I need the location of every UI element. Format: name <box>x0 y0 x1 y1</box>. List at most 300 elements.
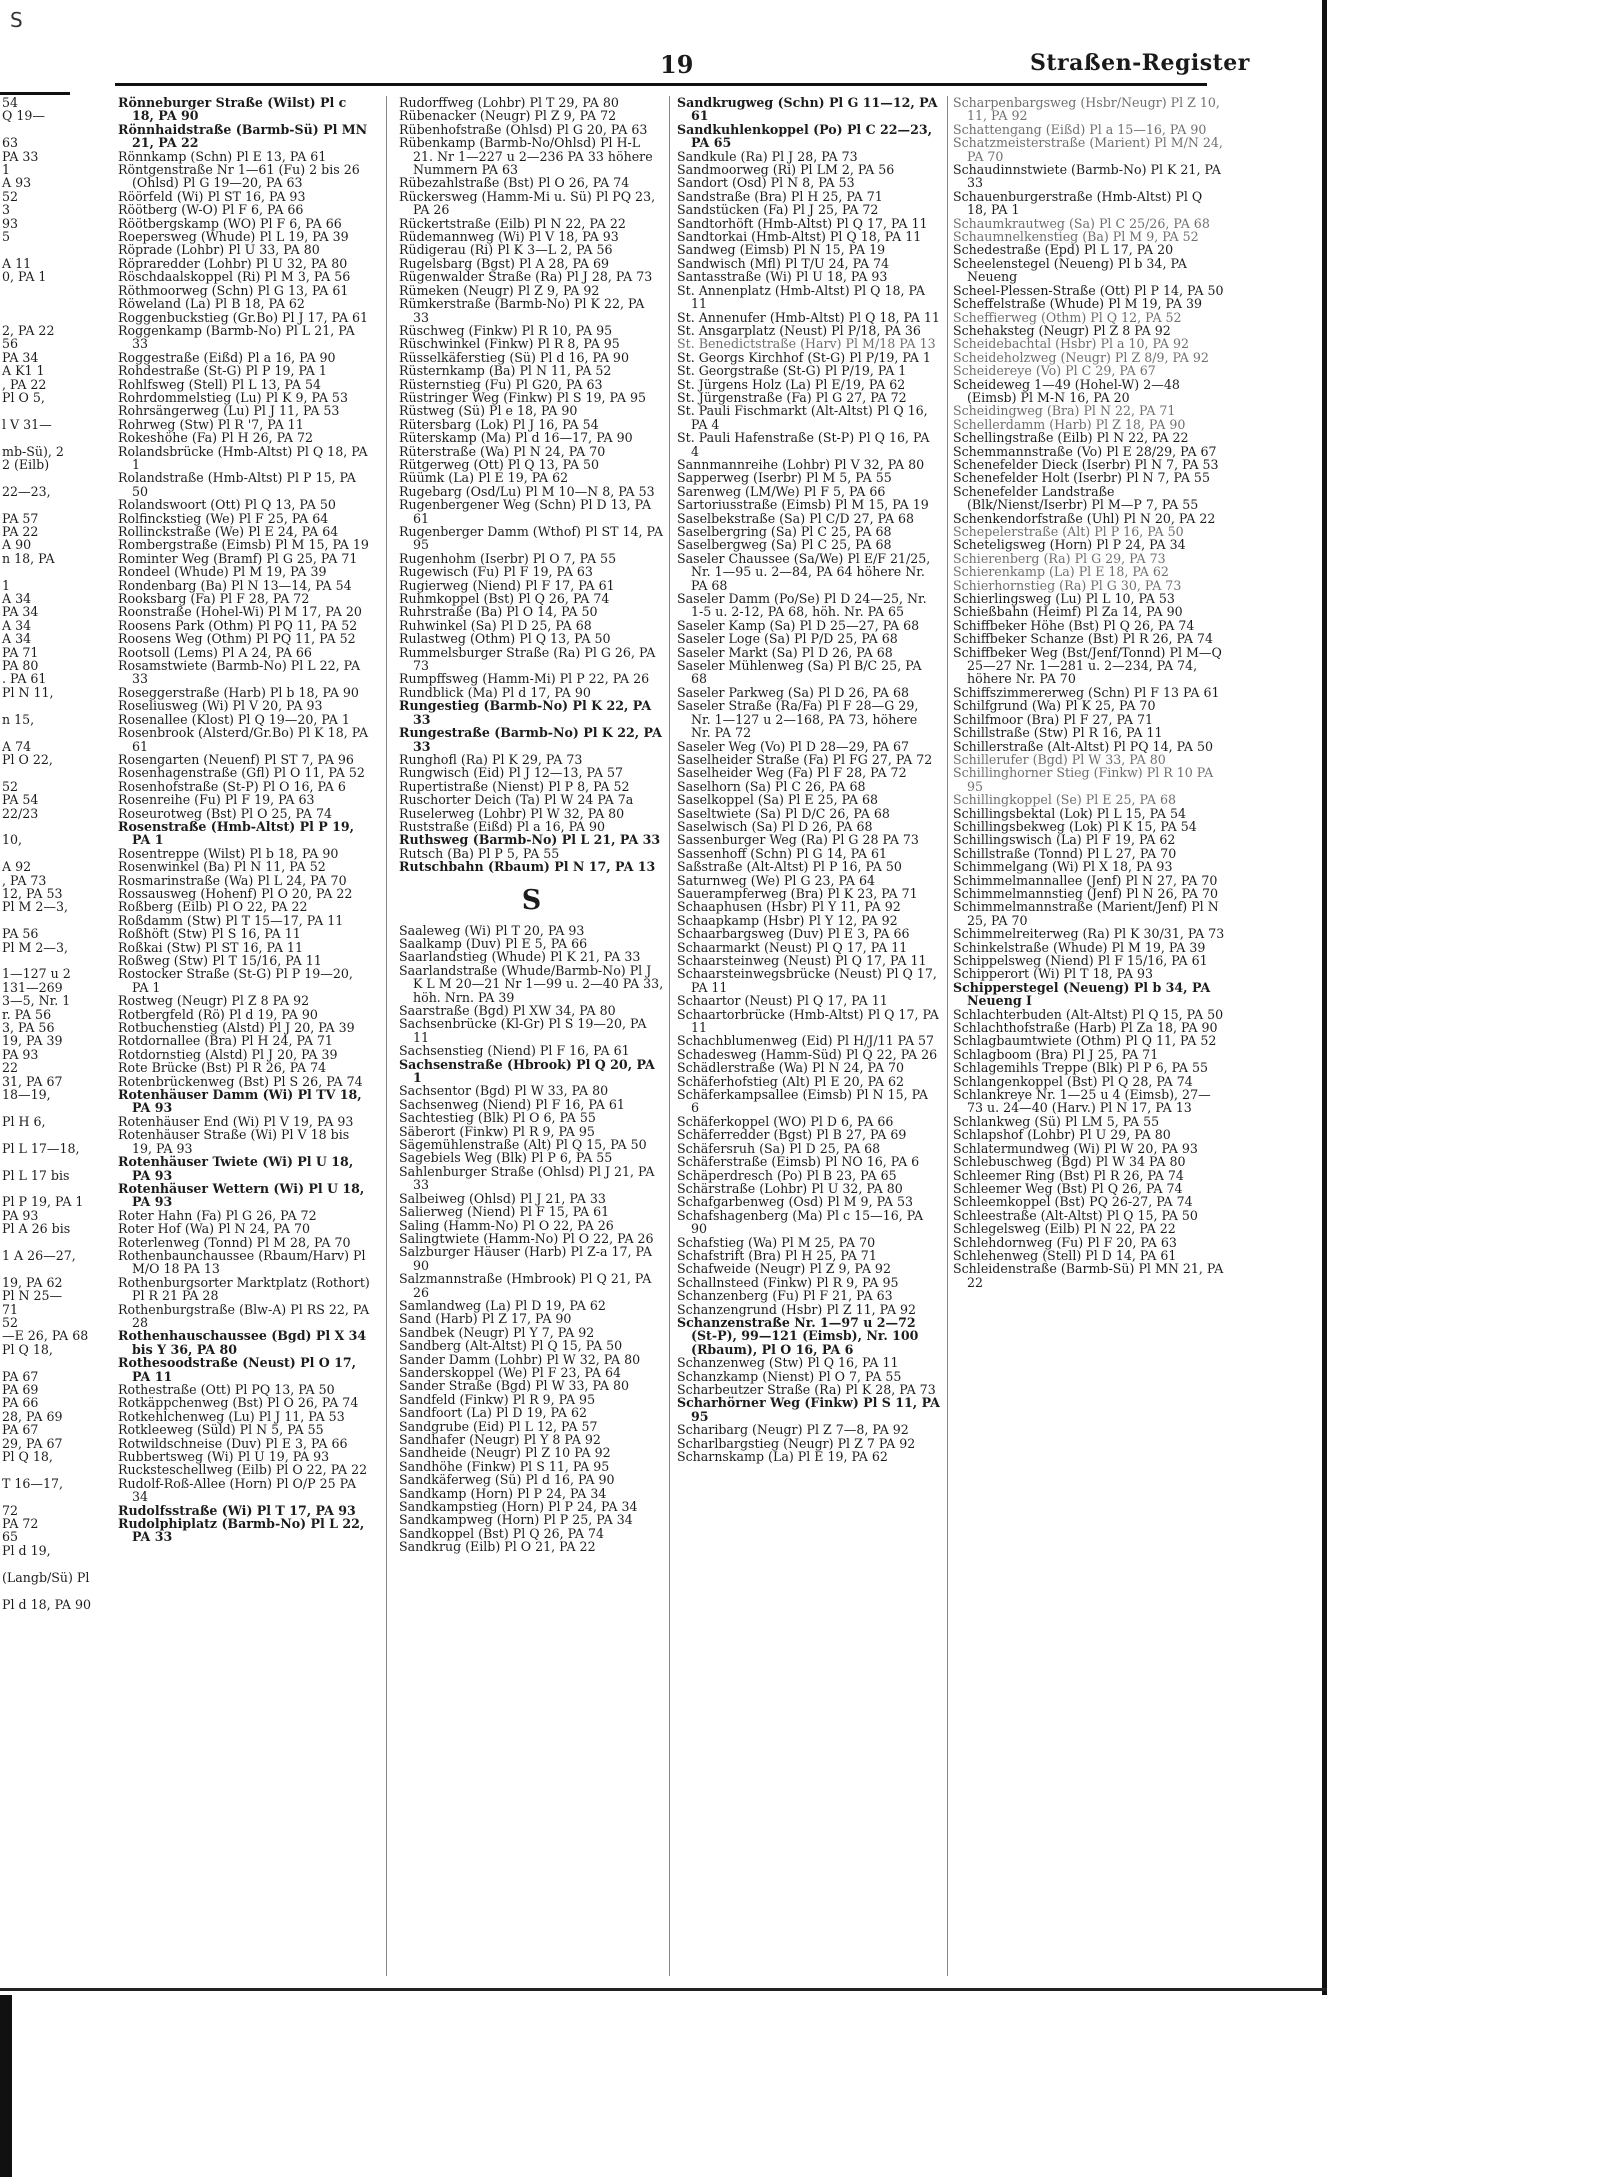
street-entry: Schillerufer (Bgd) Pl W 33, PA 80 <box>953 751 1166 767</box>
street-entry: Saseler Parkweg (Sa) Pl D 26, PA 68 <box>677 684 909 700</box>
edge-fragment: Pl A 26 bis <box>2 1221 71 1237</box>
street-entry: Rumpffsweg (Hamm-Mi) Pl P 22, PA 26 <box>399 671 650 687</box>
street-entry: Rohlfsweg (Stell) Pl L 13, PA 54 <box>118 376 321 392</box>
edge-fragment: 71 <box>2 1301 19 1317</box>
street-entry: Rüdemannweg (Wi) Pl V 18, PA 93 <box>399 229 619 245</box>
edge-fragment: 1 A 26—27, <box>2 1247 76 1263</box>
register-title: Straßen-Register <box>1030 50 1250 76</box>
street-entry: Schlangenkoppel (Bst) Pl Q 28, PA 74 <box>953 1073 1193 1089</box>
street-entry: Rutschbahn (Rbaum) Pl N 17, PA 13 <box>399 859 656 875</box>
street-column-1 <box>118 96 371 1544</box>
street-entry: Schlatermundweg (Wi) Pl W 20, PA 93 <box>953 1140 1198 1156</box>
street-entry: Ruhwinkel (Sa) Pl D 25, PA 68 <box>399 617 592 633</box>
street-entry: Schäferredder (Bgst) Pl B 27, PA 69 <box>677 1127 907 1143</box>
street-entry: Scheidereye (Vo) Pl C 29, PA 67 <box>953 363 1156 379</box>
street-entry: Salzmannstraße (Hmbrook) Pl Q 21, PA 26 <box>399 1271 652 1300</box>
street-entry: Sandkamp (Horn) Pl P 24, PA 34 <box>399 1485 607 1501</box>
street-entry: Saseler Kamp (Sa) Pl D 25—27, PA 68 <box>677 617 920 633</box>
street-entry: Scharibarg (Neugr) Pl Z 7—8, PA 92 <box>677 1422 909 1438</box>
street-entry: Rütgerweg (Ott) Pl Q 13, PA 50 <box>399 456 600 472</box>
street-entry: Rotenhäuser Twiete (Wi) Pl U 18, PA 93 <box>118 1154 354 1183</box>
street-entry: Rothenbaunchaussee (Rbaum/Harv) Pl M/O 18 PA 13 <box>118 1247 366 1277</box>
street-entry: Roosens Park (Othm) Pl PQ 11, PA 52 <box>118 617 358 633</box>
street-entry: Rudorffweg (Lohbr) Pl T 29, PA 80 <box>399 95 619 110</box>
street-entry: Schimmelgang (Wi) Pl X 18, PA 93 <box>953 859 1173 875</box>
street-entry: Schachblumenweg (Eid) Pl H/J/11 PA 57 <box>677 1033 935 1049</box>
edge-fragment: 22 <box>2 1060 19 1076</box>
street-entry: Rombergstraße (Eimsb) Pl M 15, PA 19 <box>118 537 369 553</box>
street-entry: Schaarsteinweg (Neust) Pl Q 17, PA 11 <box>677 953 927 968</box>
street-entry: Schierhornstieg (Ra) Pl G 30, PA 73 <box>953 577 1182 593</box>
street-entry: Rondenbarg (Ba) Pl N 13—14, PA 54 <box>118 577 352 593</box>
edge-fragment <box>2 1236 70 1249</box>
edge-fragment: 18—19, <box>2 1087 51 1103</box>
street-entry: Rönnhaidstraße (Barmb-Sü) Pl MN 21, PA 22 <box>118 121 368 151</box>
edge-fragment: n 15, <box>2 711 35 727</box>
street-entry: Schaartor (Neust) Pl Q 17, PA 11 <box>677 993 888 1009</box>
edge-fragment <box>2 311 70 324</box>
street-entry: Rotkäppchenweg (Bst) Pl O 26, PA 74 <box>118 1395 359 1411</box>
street-entry: Schilfgrund (Wa) Pl K 25, PA 70 <box>953 698 1156 714</box>
street-entry: Rokeshöhe (Fa) Pl H 26, PA 72 <box>118 430 314 446</box>
street-entry: Rudolphiplatz (Barmb-No) Pl L 22, PA 33 <box>118 1516 365 1545</box>
edge-fragment <box>2 914 70 927</box>
street-entry: Schaartorbrücke (Hmb-Altst) Pl Q 17, PA 11 <box>677 1006 939 1036</box>
street-entry: Saseler Chaussee (Sa/We) Pl E/F 21/25, Nr. 1—95 u. 2—84, PA 64 höhere Nr. PA 68 <box>677 550 931 593</box>
street-entry: Sandfoort (La) Pl D 19, PA 62 <box>399 1405 587 1421</box>
street-entry: Schanzengrund (Hsbr) Pl Z 11, PA 92 <box>677 1301 917 1317</box>
edge-fragment: —E 26, PA 68 <box>2 1328 89 1344</box>
street-entry: Rüstweg (Sü) Pl e 18, PA 90 <box>399 403 578 419</box>
edge-fragment: Pl Q 18, <box>2 1449 53 1465</box>
street-entry: Schanzenberg (Fu) Pl F 21, PA 63 <box>677 1288 893 1304</box>
edge-fragment: PA 71 <box>2 644 39 660</box>
street-entry: Roseliusweg (Wi) Pl V 20, PA 93 <box>118 698 323 714</box>
edge-fragment: 5 <box>2 229 11 245</box>
street-entry: Schlankweg (Sü) Pl LM 5, PA 55 <box>953 1113 1160 1129</box>
street-entry: Schafshagenberg (Ma) Pl c 15—16, PA 90 <box>677 1207 924 1237</box>
street-entry: Rotbergfeld (Rö) Pl d 19, PA 90 <box>118 1006 318 1022</box>
street-entry: Schäfersruh (Sa) Pl D 25, PA 68 <box>677 1140 881 1156</box>
street-entry: Salierweg (Niend) Pl F 15, PA 61 <box>399 1204 610 1220</box>
street-entry: Sandheide (Neugr) Pl Z 10 PA 92 <box>399 1445 611 1461</box>
street-entry: Saalkamp (Duv) Pl E 5, PA 66 <box>399 935 588 951</box>
street-entry: Rüschwinkel (Finkw) Pl R 8, PA 95 <box>399 336 620 352</box>
edge-fragment: Pl P 19, PA 1 <box>2 1194 84 1210</box>
street-entry: Scharpenbargsweg (Hsbr/Neugr) Pl Z 10, 11, PA 92 <box>953 95 1220 124</box>
street-entry: Rugelsbarg (Bgst) Pl A 28, PA 69 <box>399 255 609 271</box>
street-entry: Roßberg (Eilb) Pl O 22, PA 22 <box>118 899 308 915</box>
street-entry: Rüdigerau (Ri) Pl K 3—L 2, PA 56 <box>399 242 613 258</box>
edge-fragment: PA 57 <box>2 510 39 526</box>
street-entry: Ruhmkoppel (Bst) Pl Q 26, PA 74 <box>399 591 610 607</box>
street-entry: Rummelsburger Straße (Ra) Pl G 26, PA 73 <box>399 644 656 674</box>
street-entry: St. Pauli Fischmarkt (Alt-Altst) Pl Q 16, PA 4 <box>677 403 928 432</box>
street-entry: Sachsenweg (Niend) Pl F 16, PA 61 <box>399 1096 625 1112</box>
street-entry: Sandort (Osd) Pl N 8, PA 53 <box>677 175 855 191</box>
street-entry: Rümeken (Neugr) Pl Z 9, PA 92 <box>399 282 600 298</box>
street-entry: Roggenbuckstieg (Gr.Bo) Pl J 17, PA 61 <box>118 309 369 325</box>
street-entry: Schaarbargsweg (Duv) Pl E 3, PA 66 <box>677 926 910 942</box>
street-entry: Scheteligsweg (Horn) Pl P 24, PA 34 <box>953 537 1186 553</box>
street-entry: Rohrdommelstieg (Lu) Pl K 9, PA 53 <box>118 389 348 405</box>
street-entry: St. Jürgenstraße (Fa) Pl G 27, PA 72 <box>677 389 907 405</box>
edge-fragment <box>2 766 70 779</box>
edge-fragment <box>2 1182 70 1195</box>
edge-fragment: 22/23 <box>2 805 39 821</box>
street-entry: Sandwisch (Mfl) Pl T/U 24, PA 74 <box>677 255 890 271</box>
street-entry: Rothenburgsorter Marktplatz (Rothort) Pl R 21 PA 28 <box>118 1274 370 1304</box>
edge-fragment: r. PA 56 <box>2 1006 52 1022</box>
street-entry: Sandhafer (Neugr) Pl Y 8 PA 92 <box>399 1432 601 1447</box>
street-entry: Sandweg (Eimsb) Pl N 15, PA 19 <box>677 242 886 258</box>
street-entry: Rupertistraße (Nienst) Pl P 8, PA 52 <box>399 778 630 794</box>
street-entry: Rotenhäuser End (Wi) Pl V 19, PA 93 <box>118 1113 354 1129</box>
street-entry: Santasstraße (Wi) Pl U 18, PA 93 <box>677 269 888 285</box>
street-entry: Rüümk (La) Pl E 19, PA 62 <box>399 470 569 486</box>
edge-fragment: . PA 61 <box>2 671 47 687</box>
street-column-2 <box>399 96 664 1554</box>
street-entry: Schierlingsweg (Lu) Pl L 10, PA 53 <box>953 591 1175 607</box>
street-entry: Ruhrstraße (Ba) Pl O 14, PA 50 <box>399 604 598 620</box>
street-entry: Schädlerstraße (Wa) Pl N 24, PA 70 <box>677 1060 904 1076</box>
edge-fragment: l V 31— <box>2 416 52 432</box>
street-entry: Sannmannreihe (Lohbr) Pl V 32, PA 80 <box>677 456 925 472</box>
edge-fragment <box>2 404 70 417</box>
street-entry: Rothenburgstraße (Blw-A) Pl RS 22, PA 28 <box>118 1301 370 1330</box>
street-entry: Sandkrugweg (Schn) Pl G 11—12, PA 61 <box>677 95 938 124</box>
section-letter-s: S <box>521 884 542 916</box>
street-entry: St. Annenplatz (Hmb-Altst) Pl Q 18, PA 11 <box>677 282 925 312</box>
edge-fragment: 3, PA 56 <box>2 1020 55 1036</box>
edge-fragment: 10, <box>2 832 23 848</box>
street-entry: Rolandstraße (Hmb-Altst) Pl P 15, PA 50 <box>118 470 356 499</box>
edge-fragment <box>2 1155 70 1168</box>
street-entry: Rübenkamp (Barmb-No/Ohlsd) Pl H-L 21. Nr 1—227 u 2—236 PA 33 höhere Nummern PA 63 <box>399 135 653 178</box>
street-entry: Röörfeld (Wi) Pl ST 16, PA 93 <box>118 188 306 204</box>
street-entry: Schießbahn (Heimf) Pl Za 14, PA 90 <box>953 604 1183 620</box>
street-entry: Schierenberg (Ra) Pl G 29, PA 73 <box>953 550 1166 566</box>
street-entry: Schaapkamp (Hsbr) Pl Y 12, PA 92 <box>677 912 898 928</box>
street-entry: Rosmarinstraße (Wa) Pl L 24, PA 70 <box>118 872 347 888</box>
edge-fragment: Pl O 5, <box>2 389 45 405</box>
street-entry: Röpraredder (Lohbr) Pl U 32, PA 80 <box>118 255 348 271</box>
street-entry: Rosenhagenstraße (Gfl) Pl O 11, PA 52 <box>118 765 365 781</box>
edge-fragment: PA 66 <box>2 1395 39 1411</box>
street-entry: Saseler Weg (Vo) Pl D 28—29, PA 67 <box>677 738 910 754</box>
street-entry: St. Jürgens Holz (La) Pl E/19, PA 62 <box>677 376 906 392</box>
street-entry: Saarlandstieg (Whude) Pl K 21, PA 33 <box>399 949 641 965</box>
street-entry: Sandkampweg (Horn) Pl P 25, PA 34 <box>399 1512 633 1528</box>
street-entry: Samlandweg (La) Pl D 19, PA 62 <box>399 1297 606 1313</box>
street-entry: Röschdaalskoppel (Ri) Pl M 3, PA 56 <box>118 269 351 285</box>
street-entry: Sachsenbrücke (Kl-Gr) Pl S 19—20, PA 11 <box>399 1016 647 1045</box>
street-entry: Schäferkampsallee (Eimsb) Pl N 15, PA 6 <box>677 1087 929 1116</box>
street-entry: Sapperweg (Iserbr) Pl M 5, PA 55 <box>677 470 892 486</box>
street-entry: Rosenhofstraße (St-P) Pl O 16, PA 6 <box>118 778 346 794</box>
edge-fragment: PA 72 <box>2 1516 39 1532</box>
street-entry: Rothestraße (Ott) Pl PQ 13, PA 50 <box>118 1382 335 1397</box>
street-entry: Roterlenweg (Tonnd) Pl M 28, PA 70 <box>118 1234 351 1250</box>
street-entry: Schillingsbekweg (Lok) Pl K 15, PA 54 <box>953 818 1197 834</box>
street-entry: Saling (Hamm-No) Pl O 22, PA 26 <box>399 1217 614 1233</box>
street-entry: Rotbuchenstieg (Alstd) Pl J 20, PA 39 <box>118 1020 355 1036</box>
street-entry: Sachsentor (Bgd) Pl W 33, PA 80 <box>399 1083 609 1099</box>
street-entry: Schlagboom (Bra) Pl J 25, PA 71 <box>953 1046 1159 1062</box>
street-entry: Rübenacker (Neugr) Pl Z 9, PA 72 <box>399 108 617 124</box>
street-entry: Schäferstraße (Eimsb) Pl NO 16, PA 6 <box>677 1154 920 1170</box>
street-entry: Schanzenweg (Stw) Pl Q 16, PA 11 <box>677 1355 899 1371</box>
street-entry: Saarstraße (Bgd) Pl XW 34, PA 80 <box>399 1003 616 1018</box>
edge-fragment: A 92 <box>2 859 32 875</box>
edge-fragment <box>2 954 70 967</box>
edge-fragment: Pl M 2—3, <box>2 899 69 915</box>
street-entry: Rosenreihe (Fu) Pl F 19, PA 63 <box>118 792 315 808</box>
street-entry: Rugewisch (Fu) Pl F 19, PA 63 <box>399 564 593 580</box>
edge-fragment: PA 22 <box>2 524 39 539</box>
street-entry: Saselbekstraße (Sa) Pl C/D 27, PA 68 <box>677 510 915 526</box>
street-entry: Rondeel (Whude) Pl M 19, PA 39 <box>118 564 327 580</box>
street-entry: Roggestraße (Eißd) Pl a 16, PA 90 <box>118 349 336 365</box>
street-entry: St. Pauli Hafenstraße (St-P) Pl Q 16, PA 4 <box>677 430 930 459</box>
street-entry: Saseler Mühlenweg (Sa) Pl B/C 25, PA 68 <box>677 658 922 687</box>
street-entry: Sägemühlenstraße (Alt) Pl Q 15, PA 50 <box>399 1137 647 1153</box>
edge-fragment: Pl O 22, <box>2 751 53 767</box>
edge-fragment: Pl H 6, <box>2 1113 46 1129</box>
street-entry: Rungwisch (Eid) Pl J 12—13, PA 57 <box>399 765 623 781</box>
street-entry: Sandbek (Neugr) Pl Y 7, PA 92 <box>399 1324 595 1340</box>
street-entry: Saseler Damm (Po/Se) Pl D 24—25, Nr. 1-5 u. 2-12, PA 68, höh. Nr. PA 65 <box>677 591 927 620</box>
edge-fragment <box>2 284 70 297</box>
edge-fragment: PA 93 <box>2 1207 39 1223</box>
street-entry: Schaarsteinwegsbrücke (Neust) Pl Q 17, PA 11 <box>677 966 937 995</box>
edge-fragment: , PA 22 <box>2 376 47 392</box>
street-entry: Rolandsbrücke (Hmb-Altst) Pl Q 18, PA 1 <box>118 443 368 472</box>
edge-fragment <box>2 1356 70 1369</box>
street-entry: Schleemer Ring (Bst) Pl R 26, PA 74 <box>953 1167 1184 1183</box>
edge-fragment: A K1 1 <box>2 363 45 379</box>
street-entry: Rosenallee (Klost) Pl Q 19—20, PA 1 <box>118 711 350 727</box>
street-entry: Sander Straße (Bgd) Pl W 33, PA 80 <box>399 1378 630 1394</box>
street-entry: Rungestieg (Barmb-No) Pl K 22, PA 33 <box>399 698 652 727</box>
edge-fragment: 56 <box>2 336 19 352</box>
street-entry: Röthmoorweg (Schn) Pl G 13, PA 61 <box>118 282 349 298</box>
street-entry: Schlankreye Nr. 1—25 u 4 (Eimsb), 27—73 u. 24—40 (Harv.) Pl N 17, PA 13 <box>953 1087 1211 1116</box>
edge-fragment <box>2 297 70 310</box>
street-entry: Rügenwalder Straße (Ra) Pl J 28, PA 73 <box>399 269 653 285</box>
street-entry: Sand (Harb) Pl Z 17, PA 90 <box>399 1311 572 1327</box>
street-entry: Schaumnelkenstieg (Ba) Pl M 9, PA 52 <box>953 229 1199 245</box>
street-entry: St. Benedictstraße (Harv) Pl M/18 PA 13 <box>677 336 936 352</box>
street-entry: Salingtwiete (Hamm-No) Pl O 22, PA 26 <box>399 1230 654 1246</box>
street-entry: Schlehdornweg (Fu) Pl F 20, PA 63 <box>953 1234 1177 1250</box>
street-column-4 <box>953 96 1225 1289</box>
edge-fragment: Pl N 11, <box>2 684 54 700</box>
street-entry: Sartoriusstraße (Eimsb) Pl M 15, PA 19 <box>677 497 929 513</box>
street-entry: Schafstrift (Bra) Pl H 25, PA 71 <box>677 1247 877 1263</box>
street-entry: Sarenweg (LM/We) Pl F 5, PA 66 <box>677 483 886 499</box>
street-entry: Ruststraße (Eißd) Pl a 16, PA 90 <box>399 818 606 834</box>
street-entry: Rothenhauschaussee (Bgd) Pl X 34 bis Y 36, PA 80 <box>118 1328 367 1357</box>
street-entry: Rüterskamp (Ma) Pl d 16—17, PA 90 <box>399 430 633 446</box>
edge-fragment <box>2 471 70 484</box>
street-entry: Schlachthofstraße (Harb) Pl Za 18, PA 90 <box>953 1020 1218 1036</box>
street-entry: Rugierweg (Niend) Pl F 17, PA 61 <box>399 577 615 593</box>
street-entry: Schleestraße (Alt-Altst) Pl Q 15, PA 50 <box>953 1207 1198 1223</box>
street-entry: Schehaksteg (Neugr) Pl Z 8 PA 92 <box>953 322 1171 338</box>
edge-fragment <box>2 1490 70 1503</box>
street-entry: Saturnweg (We) Pl G 23, PA 64 <box>677 872 875 888</box>
street-entry: Rosentreppe (Wilst) Pl b 18, PA 90 <box>118 845 339 861</box>
street-entry: Sandkäferweg (Sü) Pl d 16, PA 90 <box>399 1472 615 1488</box>
street-entry: Schenkendorfstraße (Uhl) Pl N 20, PA 22 <box>953 510 1216 526</box>
street-entry: Sassenburger Weg (Ra) Pl G 28 PA 73 <box>677 832 919 848</box>
edge-fragment: 0, PA 1 <box>2 269 47 285</box>
street-entry: Schäperdresch (Po) Pl B 23, PA 65 <box>677 1167 897 1183</box>
street-entry: St. Georgs Kirchhof (St-G) Pl P/19, PA 1 <box>677 349 931 365</box>
street-entry: Roepersweg (Whude) Pl L 19, PA 39 <box>118 229 349 245</box>
street-entry: Roseggerstraße (Harb) Pl b 18, PA 90 <box>118 684 359 700</box>
street-entry: Rostweg (Neugr) Pl Z 8 PA 92 <box>118 993 310 1009</box>
street-entry: Rulastweg (Othm) Pl Q 13, PA 50 <box>399 631 611 647</box>
street-entry: Schipperort (Wi) Pl T 18, PA 93 <box>953 966 1154 982</box>
street-entry: Rotdornallee (Bra) Pl H 24, PA 71 <box>118 1033 333 1049</box>
edge-fragment <box>2 431 70 444</box>
street-entry: Sandfeld (Finkw) Pl R 9, PA 95 <box>399 1391 596 1407</box>
street-entry: Rüsternkamp (Ba) Pl N 11, PA 52 <box>399 363 612 379</box>
column-divider <box>947 96 948 1976</box>
street-entry: Roßdamm (Stw) Pl T 15—17, PA 11 <box>118 912 344 928</box>
street-entry: Rohrsängerweg (Lu) Pl J 11, PA 53 <box>118 403 340 419</box>
street-entry: Rostocker Straße (St-G) Pl P 19—20, PA 1 <box>118 966 353 995</box>
street-entry: Schlachterbuden (Alt-Altst) Pl Q 15, PA 50 <box>953 1006 1224 1022</box>
street-entry: Schleemkoppel (Bst) PQ 26-27, PA 74 <box>953 1194 1193 1210</box>
street-entry: Rosenbrook (Alsterd/Gr.Bo) Pl K 18, PA 61 <box>118 725 369 754</box>
edge-fragment: 1 <box>2 577 11 593</box>
edge-fragment: 52 <box>2 1314 19 1330</box>
street-entry: Sachsenstieg (Niend) Pl F 16, PA 61 <box>399 1043 630 1059</box>
edge-fragment: 1 <box>2 162 11 178</box>
edge-fragment: PA 69 <box>2 1382 39 1397</box>
corner-mark: S <box>10 8 23 32</box>
page-bottom-border <box>0 1988 1327 1991</box>
street-entry: Sauerampferweg (Bra) Pl K 23, PA 71 <box>677 885 918 901</box>
edge-fragment <box>2 1128 70 1141</box>
street-entry: Schimmelreiterweg (Ra) Pl K 30/31, PA 73 <box>953 926 1225 942</box>
edge-fragment: PA 67 <box>2 1368 39 1384</box>
street-entry: Schanzenstraße Nr. 1—97 u 2—72 (St-P), 99—121 (Eimsb), Nr. 100 (Rbaum), Pl O 16, PA 6 <box>677 1314 919 1357</box>
street-entry: Schafweide (Neugr) Pl Z 9, PA 92 <box>677 1261 891 1277</box>
street-entry: Rutsch (Ba) Pl P 5, PA 55 <box>399 845 560 861</box>
street-entry: Schillingswisch (La) Pl F 19, PA 62 <box>953 832 1176 848</box>
street-entry: Rungestraße (Barmb-No) Pl K 22, PA 33 <box>399 725 662 754</box>
edge-fragment: 1—127 u 2 <box>2 966 71 982</box>
edge-fragment <box>2 1463 70 1476</box>
street-entry: Schäferhofstieg (Alt) Pl E 20, PA 62 <box>677 1073 905 1089</box>
edge-fragment: Pl L 17 bis <box>2 1167 70 1183</box>
edge-fragment: Pl N 25— <box>2 1288 63 1304</box>
street-entry: Saseler Straße (Ra/Fa) Pl F 28—G 29, Nr. 1—127 u 2—168, PA 73, höhere Nr. PA 72 <box>677 698 919 741</box>
street-entry: Sandkuhlenkoppel (Po) Pl C 22—23, PA 65 <box>677 121 933 151</box>
street-entry: Schlehenweg (Stell) Pl D 14, PA 61 <box>953 1247 1177 1263</box>
street-entry: Saseltwiete (Sa) Pl D/C 26, PA 68 <box>677 805 890 821</box>
edge-fragment: 12, PA 53 <box>2 885 63 901</box>
street-entry: Rote Brücke (Bst) Pl R 26, PA 74 <box>118 1060 327 1076</box>
street-entry: Roter Hahn (Fa) Pl G 26, PA 72 <box>118 1207 317 1223</box>
street-entry: Schaumkrautweg (Sa) Pl C 25/26, PA 68 <box>953 215 1210 231</box>
street-entry: Rossausweg (Hohenf) Pl O 20, PA 22 <box>118 885 353 901</box>
street-entry: Rotenhäuser Damm (Wi) Pl TV 18, PA 93 <box>118 1087 362 1116</box>
edge-fragment <box>2 1262 70 1275</box>
street-entry: Sandkule (Ra) Pl J 28, PA 73 <box>677 148 858 164</box>
street-entry: Röntgenstraße Nr 1—61 (Fu) 2 bis 26 (Ohlsd) Pl G 19—20, PA 63 <box>118 162 360 191</box>
street-entry: St. Ansgarplatz (Neust) Pl P/18, PA 36 <box>677 322 921 338</box>
street-entry: Rotwildschneise (Duv) Pl E 3, PA 66 <box>118 1435 348 1451</box>
street-list-r <box>399 96 664 874</box>
street-entry: Rundblick (Ma) Pl d 17, PA 90 <box>399 684 591 700</box>
edge-fragment: A 74 <box>2 738 32 754</box>
street-entry: Schaarmarkt (Neust) Pl Q 17, PA 11 <box>677 939 908 955</box>
street-entry: Roßkai (Stw) Pl ST 16, PA 11 <box>118 939 303 955</box>
street-entry: Saselwisch (Sa) Pl D 26, PA 68 <box>677 818 873 834</box>
street-entry: Schillerstraße (Alt-Altst) Pl PQ 14, PA 50 <box>953 738 1214 754</box>
edge-fragment: 19, PA 62 <box>2 1274 63 1290</box>
street-entry: St. Annenufer (Hmb-Altst) Pl Q 18, PA 11 <box>677 309 940 325</box>
street-entry: Saselbergweg (Sa) Pl C 25, PA 68 <box>677 537 892 553</box>
street-entry: Schanzkamp (Nienst) Pl O 7, PA 55 <box>677 1368 902 1384</box>
edge-fragment: 2 (Eilb) <box>2 456 50 472</box>
edge-fragment: 63 <box>2 135 19 151</box>
street-entry: Rotenbrückenweg (Bst) Pl S 26, PA 74 <box>118 1073 363 1089</box>
street-entry: Rucksteschellweg (Eilb) Pl O 22, PA 22 <box>118 1462 368 1478</box>
column-divider <box>669 96 670 1976</box>
street-entry: Rollinckstraße (We) Pl E 24, PA 64 <box>118 524 339 539</box>
street-entry: Rohdestraße (St-G) Pl P 19, PA 1 <box>118 363 327 379</box>
edge-fragment: PA 67 <box>2 1422 39 1438</box>
edge-fragment <box>2 1584 70 1597</box>
street-entry: Schepelerstraße (Alt) Pl P 16, PA 50 <box>953 524 1184 539</box>
street-entry: Rüsternstieg (Fu) Pl G20, PA 63 <box>399 376 603 392</box>
street-entry: Schlegelsweg (Eilb) Pl N 22, PA 22 <box>953 1221 1176 1237</box>
street-entry: Sandkampstieg (Horn) Pl P 24, PA 34 <box>399 1499 638 1515</box>
street-entry: Rüstringer Weg (Finkw) Pl S 19, PA 95 <box>399 389 646 405</box>
street-entry: Scheffierweg (Othm) Pl Q 12, PA 52 <box>953 309 1182 325</box>
edge-fragment: Pl M 2—3, <box>2 939 69 955</box>
street-entry: Ruthsweg (Barmb-No) Pl L 21, PA 33 <box>399 832 661 848</box>
edge-fragment <box>2 820 70 833</box>
header-rule <box>115 83 1207 86</box>
street-entry: Sassenhoff (Schn) Pl G 14, PA 61 <box>677 845 888 861</box>
street-entry: Saseler Markt (Sa) Pl D 26, PA 68 <box>677 644 893 660</box>
edge-fragment: A 34 <box>2 591 32 607</box>
edge-fragment <box>2 726 70 739</box>
street-entry: Roseurotweg (Bst) Pl O 25, PA 74 <box>118 805 332 821</box>
street-entry: Ruselerweg (Lohbr) Pl W 32, PA 80 <box>399 805 625 821</box>
street-entry: Schaaphusen (Hsbr) Pl Y 11, PA 92 <box>677 899 901 915</box>
street-entry: Schippelsweg (Niend) Pl F 15/16, PA 61 <box>953 953 1208 968</box>
street-entry: Saselhorn (Sa) Pl C 26, PA 68 <box>677 778 866 794</box>
street-entry: Saßstraße (Alt-Altst) Pl P 16, PA 50 <box>677 859 902 875</box>
street-entry: Schauenburgerstraße (Hmb-Altst) Pl Q 18, PA 1 <box>953 188 1203 218</box>
street-entry: Rückersweg (Hamm-Mi u. Sü) Pl PQ 23, PA 26 <box>399 188 656 218</box>
edge-fragment <box>2 847 70 860</box>
street-entry: Saselkoppel (Sa) Pl E 25, PA 68 <box>677 792 879 808</box>
street-entry: Sachtestieg (Blk) Pl O 6, PA 55 <box>399 1110 596 1126</box>
street-entry: Röötberg (W-O) Pl F 6, PA 66 <box>118 202 304 218</box>
edge-fragment: 28, PA 69 <box>2 1408 63 1424</box>
edge-fragment <box>2 565 70 578</box>
street-entry: Schillstraße (Tonnd) Pl L 27, PA 70 <box>953 845 1177 861</box>
